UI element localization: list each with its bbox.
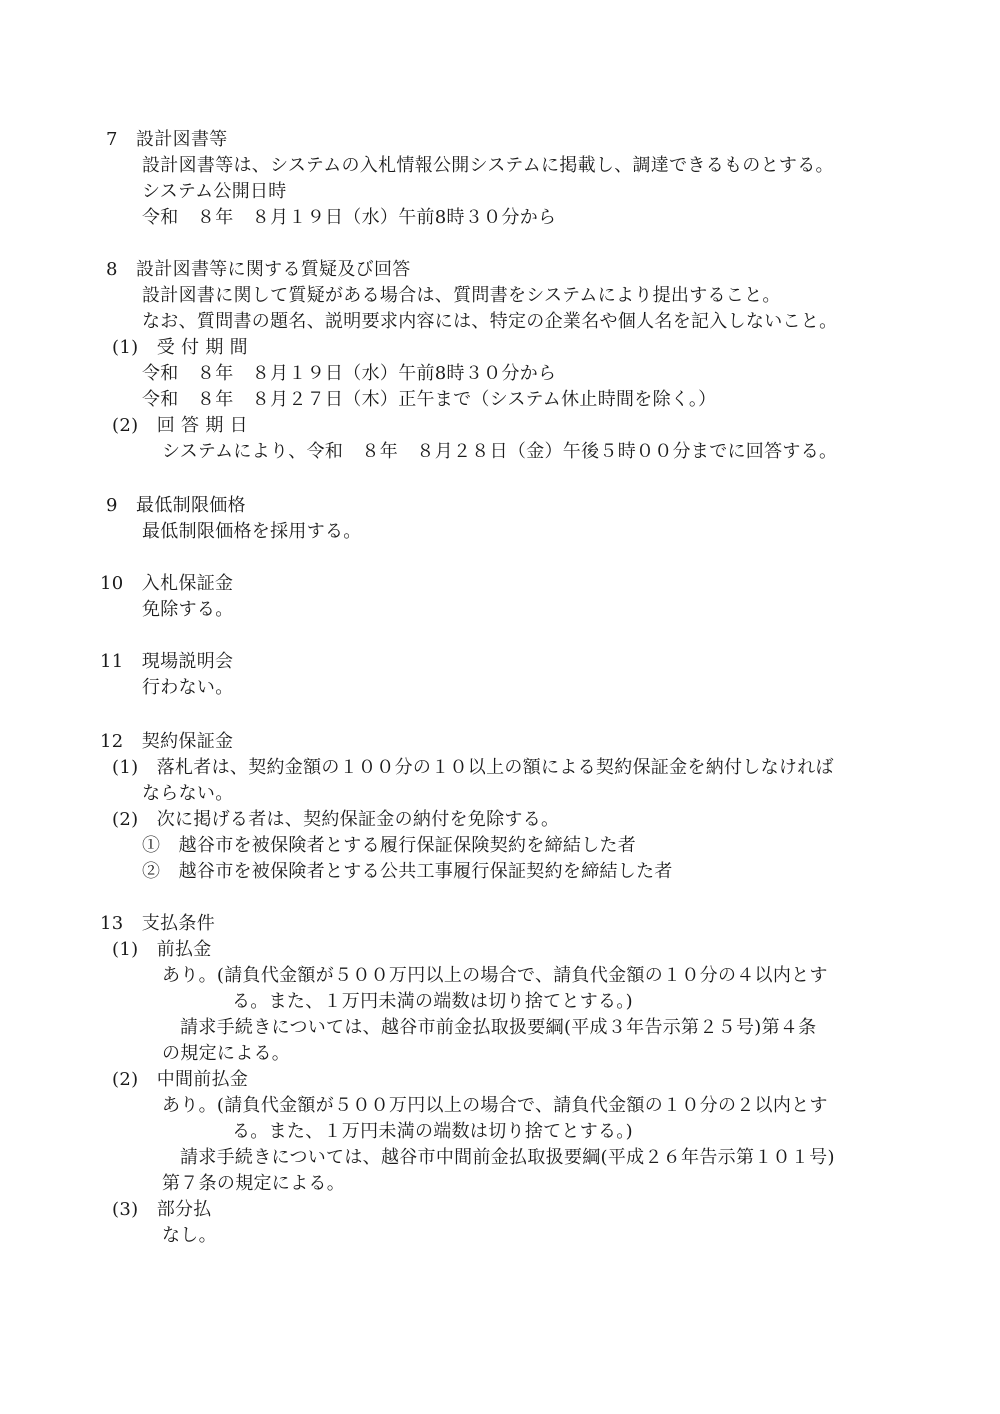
section-7-text: システム公開日時	[142, 181, 287, 202]
section-8-sub-1-label: (1) 受 付 期 間	[112, 337, 248, 358]
section-8-sub-2-label: (2) 回 答 期 日	[112, 415, 248, 436]
section-12-sub-1-text: ならない。	[142, 783, 234, 804]
section-8-text: 設計図書に関して質疑がある場合は、質問書をシステムにより提出すること。	[142, 285, 781, 306]
section-8-heading: 8 設計図書等に関する質疑及び回答	[106, 259, 411, 280]
section-12-sub-1-text: (1) 落札者は、契約金額の１００分の１０以上の額による契約保証金を納付しなければ	[112, 757, 834, 778]
section-13-sub-2-label: (2) 中間前払金	[112, 1069, 249, 1090]
section-10-heading: 10 入札保証金	[100, 573, 234, 594]
section-13-sub-2-text: 第７条の規定による。	[162, 1173, 345, 1194]
section-11-heading: 11 現場説明会	[100, 651, 234, 672]
section-13-sub-1-text: 請求手続きについては、越谷市前金払取扱要綱(平成３年告示第２５号)第４条	[180, 1017, 817, 1038]
section-13-sub-2-text: 請求手続きについては、越谷市中間前金払取扱要綱(平成２６年告示第１０１号)	[180, 1147, 835, 1168]
section-8-sub-1-text: 令和 ８年 ８月１９日（水）午前8時３０分から	[142, 363, 557, 384]
section-13-sub-1-text: る。また、１万円未満の端数は切り捨てとする。)	[232, 991, 633, 1012]
section-12-heading: 12 契約保証金	[100, 731, 234, 752]
section-13-sub-1-label: (1) 前払金	[112, 939, 212, 960]
section-12-sub-2-text: (2) 次に掲げる者は、契約保証金の納付を免除する。	[112, 809, 560, 830]
section-13-sub-2-text: あり。(請負代金額が５００万円以上の場合で、請負代金額の１０分の２以内とす	[162, 1095, 828, 1116]
section-9-heading: 9 最低制限価格	[106, 495, 246, 516]
section-12-list-item: ② 越谷市を被保険者とする公共工事履行保証契約を締結した者	[142, 861, 673, 882]
section-13-sub-1-text: の規定による。	[162, 1043, 291, 1064]
section-12-list-item: ① 越谷市を被保険者とする履行保証保険契約を締結した者	[142, 835, 637, 856]
section-13-heading: 13 支払条件	[100, 913, 216, 934]
section-11-text: 行わない。	[142, 677, 234, 698]
section-13-sub-3-label: (3) 部分払	[112, 1199, 212, 1220]
section-7-text: 設計図書等は、システムの入札情報公開システムに掲載し、調達できるものとする。	[142, 155, 834, 176]
section-13-sub-1-text: あり。(請負代金額が５００万円以上の場合で、請負代金額の１０分の４以内とす	[162, 965, 828, 986]
section-10-text: 免除する。	[142, 599, 234, 620]
section-7-heading: 7 設計図書等	[106, 129, 228, 150]
section-9-text: 最低制限価格を採用する。	[142, 521, 362, 542]
section-8-sub-1-text: 令和 ８年 ８月２７日（木）正午まで（システム休止時間を除く。）	[142, 389, 717, 410]
section-8-sub-2-text: システムにより、令和 ８年 ８月２８日（金）午後５時００分までに回答する。	[162, 441, 838, 462]
section-7-text: 令和 ８年 ８月１９日（水）午前8時３０分から	[142, 207, 557, 228]
section-13-sub-2-text: る。また、１万円未満の端数は切り捨てとする。)	[232, 1121, 633, 1142]
section-8-text: なお、質問書の題名、説明要求内容には、特定の企業名や個人名を記入しないこと。	[142, 311, 838, 332]
section-13-sub-3-text: なし。	[162, 1225, 217, 1246]
